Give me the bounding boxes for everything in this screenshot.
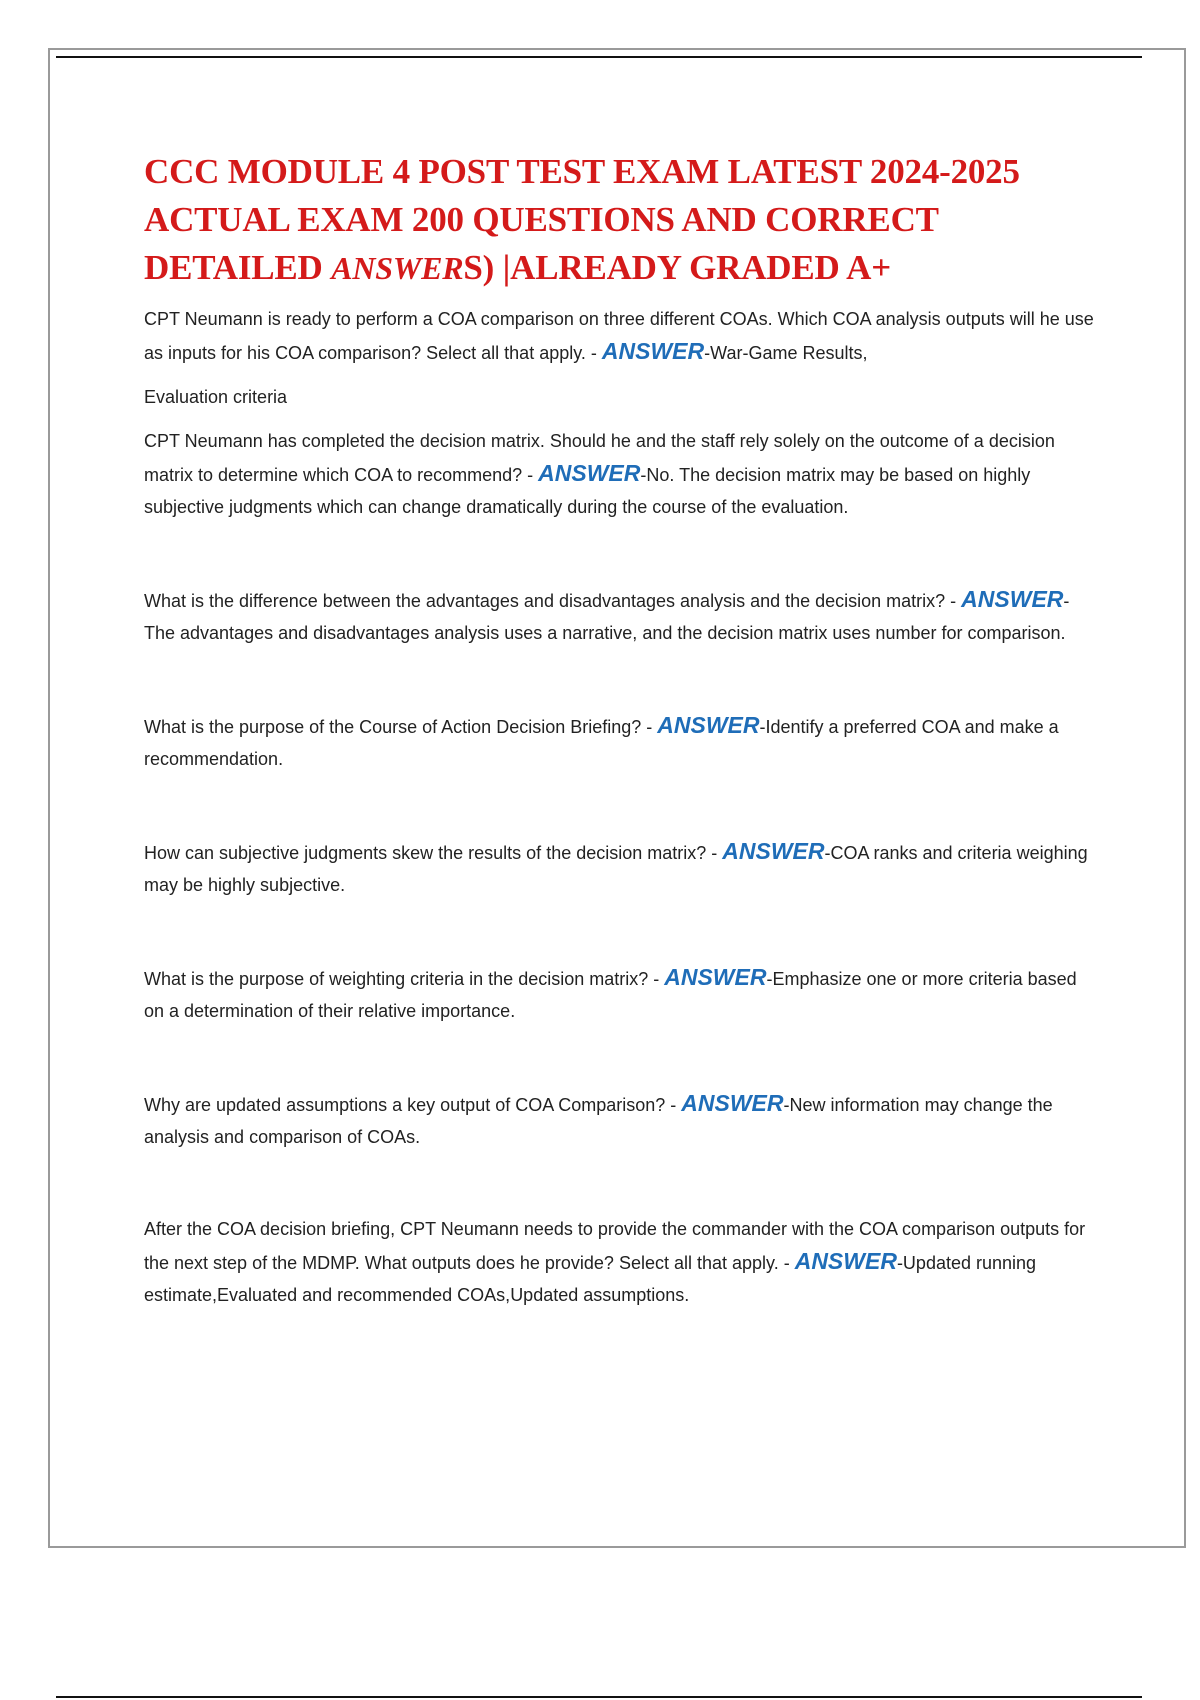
- answer-text: -The advantages and disadvantages analysis uses a narrative, and the decision matrix uses number for comparison.: [144, 591, 1070, 643]
- document-body: [144, 148, 1099, 1311]
- answer-text: -COA ranks and criteria weighing may be highly subjective.: [144, 843, 1088, 895]
- title-line-2: ACTUAL EXAM 200 QUESTIONS AND CORRECT: [144, 200, 939, 239]
- qa-item-7: [144, 1087, 1099, 1153]
- qa-item-1-continuation: [144, 381, 1099, 413]
- question-text: What is the purpose of the Course of Action Decision Briefing? -: [144, 717, 658, 737]
- top-divider: [56, 56, 1142, 58]
- answer-label: ANSWER: [657, 712, 760, 738]
- question-text: Why are updated assumptions a key output of COA Comparison? -: [144, 1095, 682, 1115]
- question-text: After the COA decision briefing, CPT Neumann needs to provide the commander with the COA comparison outputs for the next step of the MDMP. What outputs does he provide? Select all that apply. -: [144, 1219, 1086, 1273]
- answer-label: ANSWER: [794, 1248, 897, 1274]
- question-text: CPT Neumann is ready to perform a COA comparison on three different COAs. Which COA analysis outputs will he use as inputs for his COA comparison? Select all that apply. -: [144, 309, 1094, 363]
- qa-item-6: [144, 961, 1099, 1027]
- answer-text: -Emphasize one or more criteria based on a determination of their relative importance.: [144, 969, 1077, 1021]
- answer-text: -War-Game Results,: [704, 343, 868, 363]
- bottom-divider: [56, 1696, 1142, 1698]
- answer-label: ANSWER: [664, 964, 767, 990]
- answer-label: ANSWER: [722, 838, 825, 864]
- question-text: What is the purpose of weighting criteria in the decision matrix? -: [144, 969, 665, 989]
- qa-item-5: [144, 835, 1099, 901]
- answer-label: ANSWER: [538, 460, 641, 486]
- answer-continuation: Evaluation criteria: [144, 387, 288, 407]
- answer-label: ANSWER: [681, 1090, 784, 1116]
- answer-label: ANSWER: [961, 586, 1064, 612]
- answer-text: -New information may change the analysis and comparison of COAs.: [144, 1095, 1053, 1147]
- title-line-3a: DETAILED: [144, 248, 332, 287]
- qa-item-4: [144, 709, 1099, 775]
- title-line-1: CCC MODULE 4 POST TEST EXAM LATEST 2024-2025: [144, 152, 1020, 191]
- question-text: What is the difference between the advantages and disadvantages analysis and the decision matrix? -: [144, 591, 962, 611]
- title-line-3b: ANSWER: [331, 250, 464, 286]
- answer-label: ANSWER: [601, 338, 705, 364]
- answer-text: -No. The decision matrix may be based on highly subjective judgments which can change dramatically during the course of the evaluation.: [144, 465, 1031, 517]
- question-text: How can subjective judgments skew the results of the decision matrix? -: [144, 843, 723, 863]
- answer-text: -Updated running estimate,Evaluated and recommended COAs,Updated assumptions.: [144, 1253, 1037, 1305]
- question-text: CPT Neumann has completed the decision matrix. Should he and the staff rely solely on the outcome of a decision matrix to determine which COA to recommend? -: [144, 431, 1055, 485]
- answer-text: -Identify a preferred COA and make a recommendation.: [144, 717, 1059, 769]
- qa-item-8: [144, 1213, 1099, 1311]
- qa-item-2: [144, 425, 1099, 523]
- document-title: [144, 148, 1099, 292]
- qa-item-1: [144, 303, 1099, 369]
- qa-item-3: [144, 583, 1099, 649]
- title-line-3c: S) |ALREADY GRADED A+: [463, 248, 891, 287]
